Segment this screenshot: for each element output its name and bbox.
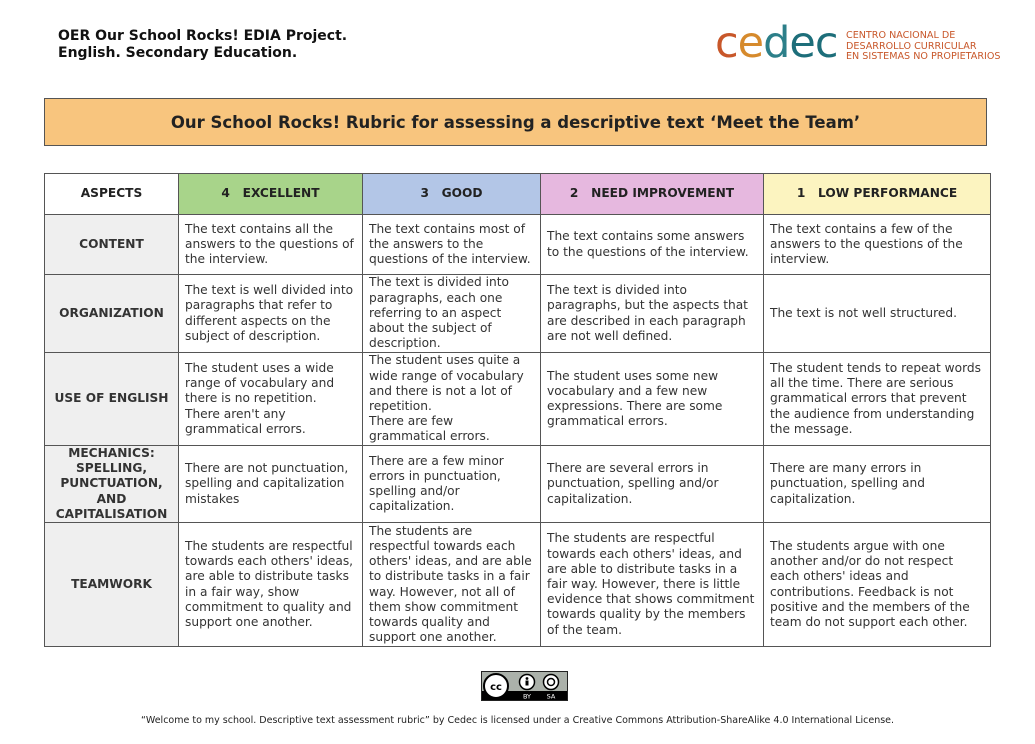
cell-mechanics-3: There are a few minor errors in punctuation, spelling and/or capitalization. <box>363 446 541 523</box>
table-row <box>45 275 991 353</box>
cell-mechanics-2: There are several errors in punctuation, spelling and/or capitalization. <box>541 446 764 523</box>
by-label: BY <box>522 692 532 700</box>
cell-organization-2: The text is divided into paragraphs, but the aspects that are described in each paragraph are not well defined. <box>541 275 764 353</box>
rubric-table <box>44 173 991 647</box>
cell-organization-1: The text is not well structured. <box>764 275 991 353</box>
sa-icon <box>544 675 559 690</box>
cell-content-1: The text contains a few of the answers to the questions of the interview. <box>764 215 991 275</box>
aspect-content: CONTENT <box>45 215 179 275</box>
cc-badge-graphic <box>482 672 567 700</box>
cell-organization-3: The text is divided into paragraphs, each one referring to an aspect about the subject of description. <box>363 275 541 353</box>
cell-mechanics-1: There are many errors in punctuation, spelling and capitalization. <box>764 446 991 523</box>
rubric-title: Our School Rocks! Rubric for assessing a descriptive text ‘Meet the Team’ <box>44 98 987 146</box>
aspect-mechanics: MECHANICS: SPELLING, PUNCTUATION, AND CAPITALISATION <box>45 446 179 523</box>
cell-teamwork-3: The students are respectful towards each others' ideas, and are able to distribute tasks in a fair way. However, not all of them show commitment towards quality and support one another. <box>363 523 541 647</box>
header-good: 3 GOOD <box>363 174 541 215</box>
license-text: “Welcome to my school. Descriptive text assessment rubric” by Cedec is licensed under a Creative Commons Attribution-ShareAlike 4.0 International License. <box>140 715 895 726</box>
logo-tagline: CENTRO NACIONAL DE DESARROLLO CURRICULAR EN SISTEMAS NO PROPIETARIOS <box>846 30 1001 62</box>
cell-mechanics-4: There are not punctuation, spelling and capitalization mistakes <box>179 446 363 523</box>
cell-english-4: The student uses a wide range of vocabulary and there is no repetition. There aren't any grammatical errors. <box>179 353 363 446</box>
cell-english-1: The student tends to repeat words all the time. There are serious grammatical errors that prevent the audience from understanding the message. <box>764 353 991 446</box>
aspect-use-of-english: USE OF ENGLISH <box>45 353 179 446</box>
project-line-2: English. Secondary Education. <box>58 45 298 61</box>
cell-content-3: The text contains most of the answers to the questions of the interview. <box>363 215 541 275</box>
project-line-1: OER Our School Rocks! EDIA Project. <box>58 28 348 44</box>
cell-teamwork-4: The students are respectful towards each others' ideas, are able to distribute tasks in a fair way, show commitment to quality and support one another. <box>179 523 363 647</box>
project-header <box>58 28 347 62</box>
cell-teamwork-2: The students are respectful towards each others' ideas, and are able to distribute tasks in a fair way. However, there is little evidence that shows commitment towards quality by the members of the team. <box>541 523 764 647</box>
header-aspects: ASPECTS <box>45 174 179 215</box>
cell-content-4: The text contains all the answers to the questions of the interview. <box>179 215 363 275</box>
svg-text:cc: cc <box>490 682 502 693</box>
by-icon <box>520 675 535 690</box>
aspect-organization: ORGANIZATION <box>45 275 179 353</box>
aspect-teamwork: TEAMWORK <box>45 523 179 647</box>
cell-teamwork-1: The students argue with one another and/or do not respect each others' ideas and contributions. Feedback is not positive and the members of the team do not support each other. <box>764 523 991 647</box>
header-need-improvement: 2 NEED IMPROVEMENT <box>541 174 764 215</box>
cell-content-2: The text contains some answers to the questions of the interview. <box>541 215 764 275</box>
table-row <box>45 523 991 647</box>
cell-english-2: The student uses some new vocabulary and a few new expressions. There are some grammatical errors. <box>541 353 764 446</box>
cedec-logo <box>715 18 1001 68</box>
cc-by-sa-badge[interactable] <box>481 671 568 701</box>
logo-wordmark: cedec <box>715 18 838 68</box>
sa-label: SA <box>546 692 556 700</box>
table-row <box>45 446 991 523</box>
cell-organization-4: The text is well divided into paragraphs that refer to different aspects on the subject of description. <box>179 275 363 353</box>
header-low-performance: 1 LOW PERFORMANCE <box>764 174 991 215</box>
cc-icon <box>484 674 508 698</box>
header-excellent: 4 EXCELLENT <box>179 174 363 215</box>
cell-english-3: The student uses quite a wide range of vocabulary and there is not a lot of repetition. There are few grammatical errors. <box>363 353 541 446</box>
table-row <box>45 353 991 446</box>
table-row <box>45 215 991 275</box>
header-row <box>45 174 991 215</box>
